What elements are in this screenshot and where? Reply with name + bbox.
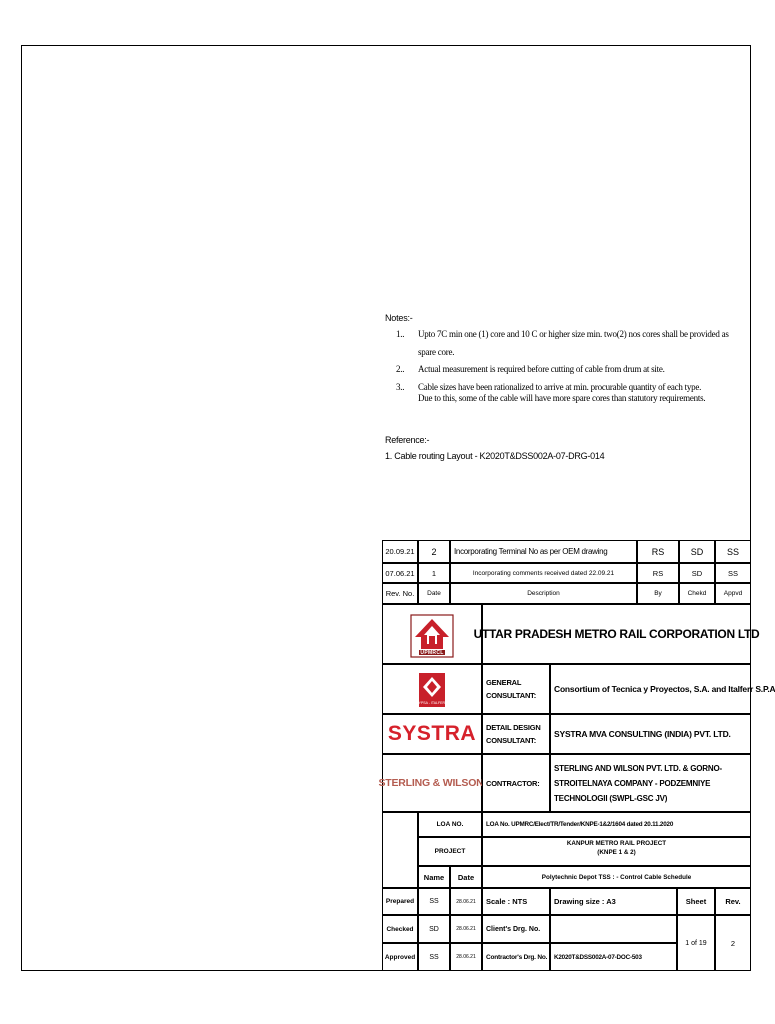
reference-heading: Reference:- xyxy=(385,435,430,445)
checked-date: 28.06.21 xyxy=(450,915,482,943)
detail-design-value: SYSTRA MVA CONSULTING (INDIA) PVT. LTD. xyxy=(550,714,751,754)
clients-drg-label: Client's Drg. No. xyxy=(482,915,550,943)
rev-header-description: Description xyxy=(450,583,637,604)
prepared-label: Prepared xyxy=(382,888,418,915)
blank-left-cell xyxy=(382,812,418,888)
detail-design-label: DETAIL DESIGN CONSULTANT: xyxy=(482,714,550,754)
rev-header-rev: Rev. No. xyxy=(382,583,418,604)
rev-by: RS xyxy=(637,540,679,563)
clients-drg-value xyxy=(550,915,677,943)
sterling-wilson-logo-text: STERLING & WILSON xyxy=(378,777,484,789)
contractor-value: STERLING AND WILSON PVT. LTD. & GORNO-STROITELNAYA COMPANY - PODZEMNIYE TECHNOLOGII (SWPL-GSC JV) xyxy=(550,754,751,812)
loa-label: LOA NO. xyxy=(418,812,482,837)
systra-logo xyxy=(382,714,482,754)
drawing-number: K2020T&DSS002A-07-DOC-503 xyxy=(550,943,677,971)
rev-label: Rev. xyxy=(715,888,751,915)
rev-header-by: By xyxy=(637,583,679,604)
notes-list xyxy=(385,326,745,396)
prepared-date: 28.06.21 xyxy=(450,888,482,915)
project-line1: KANPUR METRO RAIL PROJECT xyxy=(566,840,667,847)
approved-date: 28.06.21 xyxy=(450,943,482,971)
prepared-name: SS xyxy=(418,888,450,915)
note-text: Actual measurement is required before cutting of cable from drum at site. xyxy=(418,364,665,374)
general-consultant-label: GENERAL CONSULTANT: xyxy=(482,664,550,714)
rev-number: 1 xyxy=(418,563,450,583)
scale: Scale : NTS xyxy=(482,888,550,915)
loa-value: LOA No. UPMRC/Elect/TR/Tender/KNPE-1&2/1604 dated 20.11.2020 xyxy=(482,812,751,837)
typsa-logo-text: TYPSA - ITALFERR xyxy=(416,701,448,705)
rev-value: 2 xyxy=(715,915,751,971)
date-label: Date xyxy=(450,866,482,888)
rev-checked: SD xyxy=(679,540,715,563)
note-item xyxy=(385,326,745,361)
title-block xyxy=(378,540,775,971)
upmrcl-logo-text: UPMRCL xyxy=(420,649,444,656)
reference-section xyxy=(385,435,604,461)
note-number: 1.. xyxy=(396,329,405,339)
sheet-label: Sheet xyxy=(677,888,715,915)
project-label: PROJECT xyxy=(418,837,482,866)
drawing-title: Polytechnic Depot TSS : - Control Cable Schedule xyxy=(482,866,751,888)
rev-description: Incorporating comments received dated 22.09.21 xyxy=(450,563,637,583)
note-number: 3.. xyxy=(396,381,405,392)
rev-header-checked: Chekd xyxy=(679,583,715,604)
sheet-value: 1 of 19 xyxy=(677,915,715,971)
checked-label: Checked xyxy=(382,915,418,943)
note-item xyxy=(385,361,745,379)
rev-date: 20.09.21 xyxy=(382,540,418,563)
name-label: Name xyxy=(418,866,450,888)
rev-date: 07.06.21 xyxy=(382,563,418,583)
checked-name: SD xyxy=(418,915,450,943)
notes-heading: Notes:- xyxy=(385,313,413,323)
reference-line: 1. Cable routing Layout - K2020T&DSS002A-07-DRG-014 xyxy=(385,451,605,461)
notes-section xyxy=(385,313,745,405)
typsa-logo xyxy=(382,664,482,714)
contractors-drg-label: Contractor's Drg. No. xyxy=(482,943,550,971)
note-text: Cable sizes have been rationalized to arrive at min. procurable quantity of each type. xyxy=(418,381,702,392)
note-number: 2.. xyxy=(396,364,405,374)
note-text: Upto 7C min one (1) core and 10 C or higher size min. two(2) nos cores shall be provided as spare core. xyxy=(418,329,729,357)
rev-description: Incorporating Terminal No as per OEM drawing xyxy=(450,540,637,563)
approved-name: SS xyxy=(418,943,450,971)
contractor-label: CONTRACTOR: xyxy=(482,754,550,812)
project-value xyxy=(482,837,751,866)
rev-by: RS xyxy=(637,563,679,583)
upmrcl-logo xyxy=(382,604,482,664)
project-line2: (KNPE 1 & 2) xyxy=(597,849,636,856)
sterling-wilson-logo xyxy=(378,754,484,812)
rev-header-approved: Appvd xyxy=(715,583,751,604)
drawing-size: Drawing size : A3 xyxy=(550,888,677,915)
general-consultant-value: Consortium of Tecnica y Proyectos, S.A. and Italferr S.P.A xyxy=(550,664,751,714)
note-item xyxy=(385,379,745,397)
rev-approved: SS xyxy=(715,540,751,563)
rev-approved: SS xyxy=(715,563,751,583)
note-continuation: Due to this, some of the cable will have more spare cores than statutory requirements. xyxy=(418,393,706,403)
client-name: UTTAR PRADESH METRO RAIL CORPORATION LTD xyxy=(482,604,751,664)
approved-label: Approved xyxy=(382,943,418,971)
rev-checked: SD xyxy=(679,563,715,583)
rev-number: 2 xyxy=(418,540,450,563)
rev-header-date: Date xyxy=(418,583,450,604)
systra-logo-text: SYSTRA xyxy=(387,722,477,745)
